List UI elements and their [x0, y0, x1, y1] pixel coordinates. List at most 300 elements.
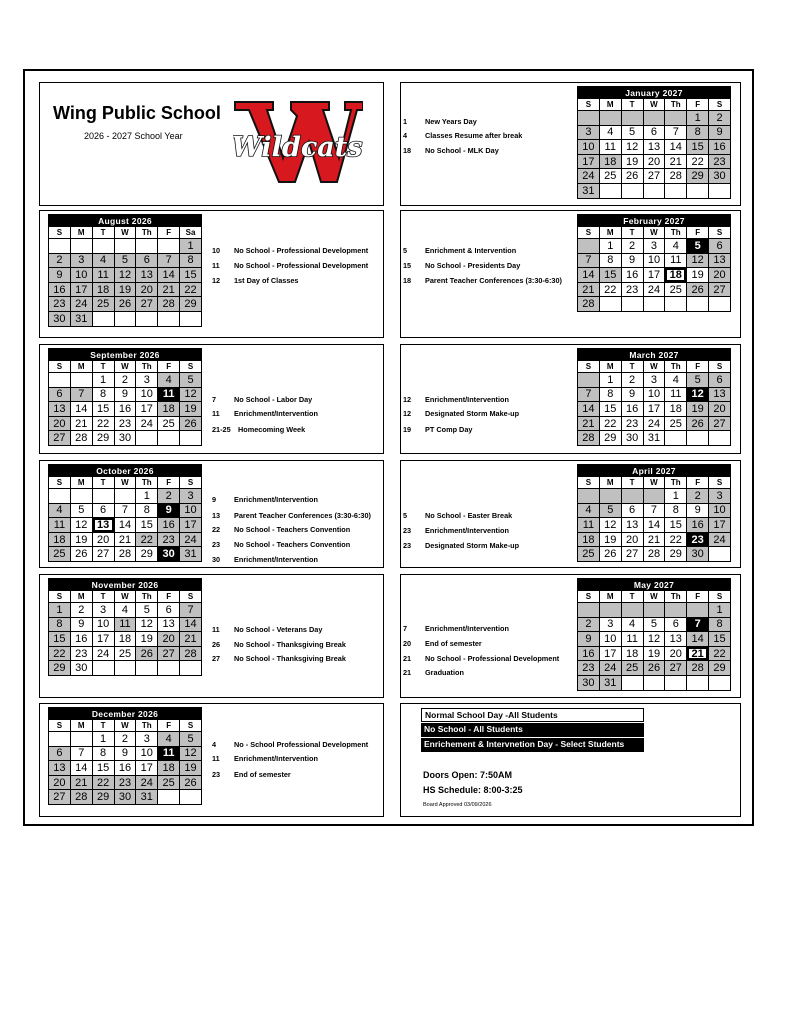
- event-text: Enrichment/Intervention: [234, 754, 318, 763]
- day-cell: 25: [621, 661, 643, 676]
- empty-cell: [578, 239, 600, 254]
- day-cell: 18: [665, 268, 687, 283]
- day-cell: 7: [158, 253, 180, 268]
- empty-cell: [136, 431, 158, 446]
- event-date: 23: [212, 540, 221, 549]
- day-cell: 4: [665, 239, 687, 254]
- day-cell: 31: [70, 311, 92, 326]
- day-cell: 26: [180, 775, 202, 790]
- day-cell: 4: [49, 503, 71, 518]
- weekday-header: Th: [136, 720, 158, 732]
- weekday-header: T: [621, 99, 643, 111]
- empty-cell: [49, 239, 71, 254]
- day-cell: 18: [92, 282, 114, 297]
- apr-grid: [577, 464, 731, 562]
- month-title: September 2026: [49, 349, 202, 361]
- day-cell: 24: [70, 297, 92, 312]
- empty-cell: [665, 675, 687, 690]
- event-text: No School - Teachers Convention: [234, 525, 351, 534]
- event-text: No School - Professional Development: [234, 246, 369, 255]
- day-cell: 10: [92, 617, 114, 632]
- day-cell: 9: [687, 503, 709, 518]
- day-cell: 2: [49, 253, 71, 268]
- nov-grid: [48, 578, 202, 676]
- empty-cell: [709, 547, 731, 562]
- event-item: [212, 525, 350, 534]
- day-cell: 3: [643, 239, 665, 254]
- weekday-header: S: [180, 591, 202, 603]
- weekday-header: S: [49, 361, 71, 373]
- weekday-header: W: [114, 591, 136, 603]
- event-item: [403, 425, 472, 434]
- logo-text: Wildcats: [233, 132, 363, 163]
- empty-cell: [687, 675, 709, 690]
- day-cell: 25: [599, 169, 621, 184]
- empty-cell: [136, 311, 158, 326]
- event-date: 21: [403, 654, 412, 663]
- day-cell: 29: [599, 431, 621, 446]
- day-cell: 8: [599, 253, 621, 268]
- day-cell: 4: [578, 503, 600, 518]
- day-cell: 12: [114, 268, 136, 283]
- weekday-header: F: [687, 361, 709, 373]
- day-cell: 17: [92, 632, 114, 647]
- day-cell: 11: [578, 518, 600, 533]
- day-cell: 20: [709, 268, 731, 283]
- weekday-header: W: [643, 591, 665, 603]
- empty-cell: [180, 661, 202, 676]
- day-cell: 3: [136, 732, 158, 747]
- day-cell: 27: [643, 169, 665, 184]
- day-cell: 6: [709, 239, 731, 254]
- day-cell: 13: [136, 268, 158, 283]
- feb-grid: [577, 214, 731, 312]
- day-cell: 3: [92, 603, 114, 618]
- empty-cell: [114, 239, 136, 254]
- event-item: [403, 276, 562, 285]
- day-cell: 9: [709, 125, 731, 140]
- day-cell: 30: [114, 790, 136, 805]
- day-cell: 14: [665, 140, 687, 155]
- day-cell: 1: [687, 111, 709, 126]
- day-cell: 10: [643, 253, 665, 268]
- event-text: Graduation: [425, 668, 464, 677]
- weekday-header: W: [114, 477, 136, 489]
- day-cell: 24: [136, 775, 158, 790]
- weekday-header: S: [709, 227, 731, 239]
- empty-cell: [599, 603, 621, 618]
- event-text: Homecoming Week: [238, 425, 306, 434]
- day-cell: 5: [599, 503, 621, 518]
- event-item: [212, 395, 312, 404]
- day-cell: 8: [92, 746, 114, 761]
- event-text: Enrichment/Intervention: [234, 555, 318, 564]
- weekday-header: T: [92, 361, 114, 373]
- month-title: August 2026: [49, 215, 202, 227]
- event-date: 10: [212, 246, 221, 255]
- empty-cell: [70, 373, 92, 388]
- school-year: 2026 - 2027 School Year: [84, 131, 183, 141]
- day-cell: 2: [621, 239, 643, 254]
- event-text: Parent Teacher Conferences (3:30-6:30): [234, 511, 371, 520]
- weekday-header: T: [621, 361, 643, 373]
- day-cell: 25: [114, 646, 136, 661]
- weekday-header: F: [158, 477, 180, 489]
- event-date: 12: [212, 276, 221, 285]
- day-cell: 23: [114, 416, 136, 431]
- day-cell: 23: [70, 646, 92, 661]
- event-item: [403, 261, 520, 270]
- day-cell: 15: [180, 268, 202, 283]
- day-cell: 5: [70, 503, 92, 518]
- weekday-header: S: [578, 477, 600, 489]
- day-cell: 22: [599, 416, 621, 431]
- day-cell: 22: [687, 154, 709, 169]
- day-cell: 23: [709, 154, 731, 169]
- day-cell: 8: [709, 617, 731, 632]
- event-date: 11: [212, 625, 220, 634]
- event-item: [403, 131, 522, 140]
- day-cell: 19: [136, 632, 158, 647]
- event-item: [212, 640, 346, 649]
- day-cell: 21: [114, 532, 136, 547]
- event-item: [212, 425, 305, 434]
- day-cell: 5: [180, 373, 202, 388]
- event-item: [212, 276, 299, 285]
- event-text: Enrichment/Intervention: [425, 395, 509, 404]
- day-cell: 5: [643, 617, 665, 632]
- day-cell: 9: [49, 268, 71, 283]
- day-cell: 2: [709, 111, 731, 126]
- legend-enrichment: Enrichement & Intervnetion Day - Select Students: [421, 738, 644, 752]
- event-text: No School - MLK Day: [425, 146, 499, 155]
- day-cell: 18: [621, 646, 643, 661]
- day-cell: 9: [158, 503, 180, 518]
- event-item: [212, 495, 318, 504]
- day-cell: 25: [158, 775, 180, 790]
- day-cell: 11: [621, 632, 643, 647]
- weekday-header: T: [92, 591, 114, 603]
- weekday-header: S: [578, 591, 600, 603]
- day-cell: 21: [578, 416, 600, 431]
- day-cell: 31: [643, 431, 665, 446]
- empty-cell: [665, 183, 687, 198]
- event-text: No School - Labor Day: [234, 395, 313, 404]
- day-cell: 10: [709, 503, 731, 518]
- day-cell: 18: [114, 632, 136, 647]
- weekday-header: W: [114, 227, 136, 239]
- day-cell: 3: [180, 489, 202, 504]
- day-cell: 10: [599, 632, 621, 647]
- day-cell: 10: [578, 140, 600, 155]
- empty-cell: [180, 431, 202, 446]
- empty-cell: [92, 311, 114, 326]
- empty-cell: [49, 732, 71, 747]
- event-text: Enrichment/Intervention: [425, 526, 509, 535]
- weekday-header: Th: [665, 591, 687, 603]
- event-item: [403, 541, 519, 550]
- event-date: 21: [403, 668, 412, 677]
- day-cell: 6: [709, 373, 731, 388]
- event-text: PT Comp Day: [425, 425, 473, 434]
- day-cell: 11: [158, 387, 180, 402]
- day-cell: 13: [158, 617, 180, 632]
- event-date: 11: [212, 409, 220, 418]
- empty-cell: [180, 311, 202, 326]
- day-cell: 11: [665, 253, 687, 268]
- day-cell: 2: [114, 373, 136, 388]
- empty-cell: [687, 603, 709, 618]
- day-cell: 15: [665, 518, 687, 533]
- weekday-header: M: [70, 361, 92, 373]
- weekday-header: M: [70, 720, 92, 732]
- day-cell: 5: [687, 239, 709, 254]
- day-cell: 27: [709, 282, 731, 297]
- event-item: [212, 261, 368, 270]
- day-cell: 29: [92, 431, 114, 446]
- day-cell: 12: [687, 253, 709, 268]
- event-text: No School - Easter Break: [425, 511, 513, 520]
- day-cell: 28: [70, 790, 92, 805]
- empty-cell: [136, 661, 158, 676]
- aug-grid: [48, 214, 202, 327]
- empty-cell: [643, 675, 665, 690]
- empty-cell: [665, 297, 687, 312]
- day-cell: 9: [621, 387, 643, 402]
- day-cell: 20: [92, 532, 114, 547]
- day-cell: 14: [114, 518, 136, 533]
- empty-cell: [643, 603, 665, 618]
- weekday-header: F: [687, 227, 709, 239]
- day-cell: 12: [687, 387, 709, 402]
- day-cell: 27: [158, 646, 180, 661]
- event-text: New Years Day: [425, 117, 477, 126]
- day-cell: 16: [114, 761, 136, 776]
- day-cell: 17: [709, 518, 731, 533]
- day-cell: 16: [621, 268, 643, 283]
- day-cell: 5: [687, 373, 709, 388]
- day-cell: 7: [70, 387, 92, 402]
- event-date: 5: [403, 511, 408, 520]
- empty-cell: [621, 111, 643, 126]
- event-date: 23: [403, 526, 412, 535]
- day-cell: 13: [49, 761, 71, 776]
- empty-cell: [599, 489, 621, 504]
- day-cell: 27: [49, 790, 71, 805]
- day-cell: 12: [643, 632, 665, 647]
- event-text: 1st Day of Classes: [234, 276, 299, 285]
- day-cell: 31: [136, 790, 158, 805]
- day-cell: 19: [114, 282, 136, 297]
- day-cell: 19: [180, 402, 202, 417]
- hs-schedule: HS Schedule: 8:00-3:25: [423, 785, 523, 795]
- day-cell: 8: [687, 125, 709, 140]
- day-cell: 28: [687, 661, 709, 676]
- day-cell: 11: [114, 617, 136, 632]
- day-cell: 17: [136, 402, 158, 417]
- day-cell: 14: [70, 761, 92, 776]
- dec-grid: [48, 707, 202, 805]
- day-cell: 7: [578, 253, 600, 268]
- day-cell: 8: [92, 387, 114, 402]
- day-cell: 3: [599, 617, 621, 632]
- day-cell: 28: [665, 169, 687, 184]
- day-cell: 8: [136, 503, 158, 518]
- day-cell: 22: [599, 282, 621, 297]
- event-item: [403, 526, 509, 535]
- day-cell: 26: [687, 416, 709, 431]
- mar-grid: [577, 348, 731, 446]
- empty-cell: [158, 431, 180, 446]
- day-cell: 4: [92, 253, 114, 268]
- weekday-header: T: [621, 227, 643, 239]
- event-date: 11: [212, 754, 220, 763]
- empty-cell: [709, 297, 731, 312]
- empty-cell: [114, 661, 136, 676]
- day-cell: 6: [49, 387, 71, 402]
- weekday-header: S: [709, 99, 731, 111]
- empty-cell: [621, 297, 643, 312]
- empty-cell: [158, 790, 180, 805]
- weekday-header: T: [92, 720, 114, 732]
- day-cell: 27: [665, 661, 687, 676]
- event-item: [403, 654, 559, 663]
- event-date: 22: [212, 525, 221, 534]
- day-cell: 23: [621, 282, 643, 297]
- day-cell: 1: [49, 603, 71, 618]
- empty-cell: [599, 297, 621, 312]
- empty-cell: [599, 183, 621, 198]
- day-cell: 11: [599, 140, 621, 155]
- event-item: [212, 654, 346, 663]
- day-cell: 9: [621, 253, 643, 268]
- day-cell: 28: [180, 646, 202, 661]
- month-title: January 2027: [578, 87, 731, 99]
- empty-cell: [621, 489, 643, 504]
- day-cell: 14: [180, 617, 202, 632]
- weekday-header: Th: [665, 227, 687, 239]
- day-cell: 10: [136, 746, 158, 761]
- weekday-header: F: [687, 591, 709, 603]
- day-cell: 26: [643, 661, 665, 676]
- event-text: No School - Veterans Day: [234, 625, 323, 634]
- day-cell: 29: [180, 297, 202, 312]
- day-cell: 20: [621, 532, 643, 547]
- empty-cell: [158, 661, 180, 676]
- weekday-header: M: [599, 99, 621, 111]
- day-cell: 4: [599, 125, 621, 140]
- day-cell: 1: [92, 373, 114, 388]
- event-text: Parent Teacher Conferences (3:30-6:30): [425, 276, 562, 285]
- day-cell: 22: [49, 646, 71, 661]
- event-item: [403, 146, 499, 155]
- event-text: No - School Professional Development: [234, 740, 369, 749]
- day-cell: 31: [180, 547, 202, 562]
- day-cell: 11: [49, 518, 71, 533]
- empty-cell: [665, 111, 687, 126]
- day-cell: 27: [49, 431, 71, 446]
- day-cell: 12: [599, 518, 621, 533]
- day-cell: 26: [599, 547, 621, 562]
- day-cell: 2: [687, 489, 709, 504]
- day-cell: 24: [92, 646, 114, 661]
- day-cell: 7: [687, 617, 709, 632]
- day-cell: 17: [643, 402, 665, 417]
- day-cell: 31: [599, 675, 621, 690]
- day-cell: 16: [49, 282, 71, 297]
- day-cell: 4: [114, 603, 136, 618]
- weekday-header: Sa: [180, 227, 202, 239]
- day-cell: 28: [578, 297, 600, 312]
- day-cell: 18: [158, 761, 180, 776]
- event-text: End of semester: [234, 770, 291, 779]
- day-cell: 7: [643, 503, 665, 518]
- event-text: Enrichment & Intervention: [425, 246, 517, 255]
- day-cell: 6: [158, 603, 180, 618]
- weekday-header: W: [643, 477, 665, 489]
- day-cell: 20: [49, 416, 71, 431]
- day-cell: 24: [599, 661, 621, 676]
- day-cell: 1: [599, 373, 621, 388]
- day-cell: 8: [599, 387, 621, 402]
- empty-cell: [158, 311, 180, 326]
- day-cell: 21: [665, 154, 687, 169]
- weekday-header: Th: [136, 477, 158, 489]
- day-cell: 24: [709, 532, 731, 547]
- school-name: Wing Public School: [53, 103, 221, 123]
- day-cell: 11: [92, 268, 114, 283]
- weekday-header: M: [599, 227, 621, 239]
- day-cell: 14: [158, 268, 180, 283]
- day-cell: 27: [621, 547, 643, 562]
- weekday-header: W: [114, 361, 136, 373]
- day-cell: 9: [70, 617, 92, 632]
- empty-cell: [643, 183, 665, 198]
- weekday-header: S: [180, 720, 202, 732]
- day-cell: 18: [49, 532, 71, 547]
- event-item: [403, 117, 477, 126]
- day-cell: 1: [92, 732, 114, 747]
- legend-normal: Normal School Day -All Students: [421, 708, 644, 722]
- month-title: November 2026: [49, 579, 202, 591]
- day-cell: 22: [136, 532, 158, 547]
- day-cell: 9: [578, 632, 600, 647]
- day-cell: 16: [687, 518, 709, 533]
- day-cell: 15: [49, 632, 71, 647]
- day-cell: 16: [114, 402, 136, 417]
- day-cell: 21: [578, 282, 600, 297]
- day-cell: 12: [180, 746, 202, 761]
- day-cell: 19: [643, 646, 665, 661]
- day-cell: 12: [621, 140, 643, 155]
- event-date: 5: [403, 246, 408, 255]
- day-cell: 27: [136, 297, 158, 312]
- empty-cell: [643, 489, 665, 504]
- event-date: 23: [403, 541, 412, 550]
- day-cell: 24: [643, 282, 665, 297]
- day-cell: 17: [643, 268, 665, 283]
- event-date: 27: [212, 654, 221, 663]
- weekday-header: F: [158, 591, 180, 603]
- day-cell: 2: [158, 489, 180, 504]
- empty-cell: [621, 183, 643, 198]
- day-cell: 11: [158, 746, 180, 761]
- event-date: 12: [403, 409, 412, 418]
- day-cell: 28: [578, 431, 600, 446]
- day-cell: 10: [180, 503, 202, 518]
- day-cell: 27: [709, 416, 731, 431]
- event-text: No School - Professional Development: [234, 261, 369, 270]
